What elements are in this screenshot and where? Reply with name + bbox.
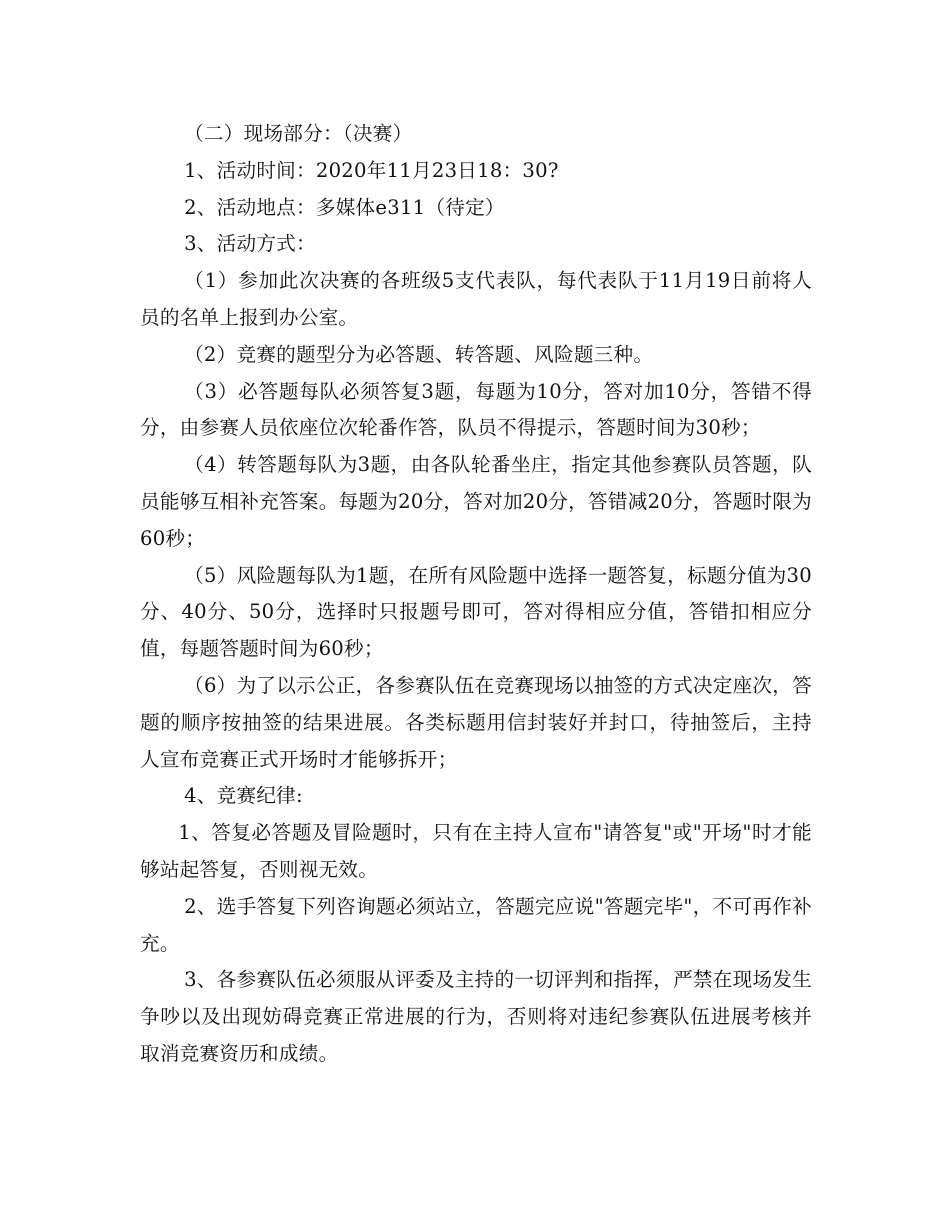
rule-paragraph-4: （4）转答题每队为3题，由各队轮番坐庄，指定其他参赛队员答题，队员能够互相补充答案。每题为20分，答对加20分，答错减20分，答题时限为60秒； — [140, 453, 812, 550]
discipline-paragraph-2: 2、选手答复下列咨询题必须站立，答题完应说"答题完毕"，不可再作补充。 — [140, 894, 812, 955]
activity-method-heading: 3、活动方式： — [184, 232, 316, 256]
rule-paragraph-2: （2）竞赛的题型分为必答题、转答题、风险题三种。 — [184, 342, 654, 366]
section-heading: （二）现场部分：（决赛） — [184, 122, 413, 145]
discipline-paragraph-1: 1、答复必答题及冒险题时，只有在主持人宣布"请答复"或"开场"时才能够站起答复，否则视无效。 — [140, 821, 812, 881]
activity-time: 1、活动时间：2020年11月23日18：30? — [184, 158, 559, 182]
discipline-heading: 4、竞赛纪律: — [184, 784, 303, 808]
activity-location: 2、活动地点：多媒体e311（待定） — [184, 195, 505, 219]
rule-paragraph-5: （5）风险题每队为1题，在所有风险题中选择一题答复，标题分值为30分、40分、50分，选择时只报题号即可，答对得相应分值，答错扣相应分值，每题答题时间为60秒； — [140, 563, 812, 661]
rule-paragraph-3: （3）必答题每队必须答复3题，每题为10分，答对加10分，答错不得分，由参赛人员依座位次轮番作答，队员不得提示，答题时间为30秒； — [140, 379, 812, 440]
document-page — [140, 116, 812, 1073]
rule-paragraph-1: （1）参加此次决赛的各班级5支代表队，每代表队于11月19日前将人员的名单上报到办公室。 — [140, 269, 812, 329]
rule-paragraph-6: （6）为了以示公正，各参赛队伍在竞赛现场以抽签的方式决定座次，答题的顺序按抽签的结果进展。各类标题用信封装好并封口，待抽签后，主持人宣布竞赛正式开场时才能够拆开； — [140, 673, 812, 771]
discipline-paragraph-3: 3、各参赛队伍必须服从评委及主持的一切评判和指挥，严禁在现场发生争吵以及出现妨碍竞赛正常进展的行为，否则将对违纪参赛队伍进展考核并取消竞赛资历和成绩。 — [140, 968, 812, 1065]
